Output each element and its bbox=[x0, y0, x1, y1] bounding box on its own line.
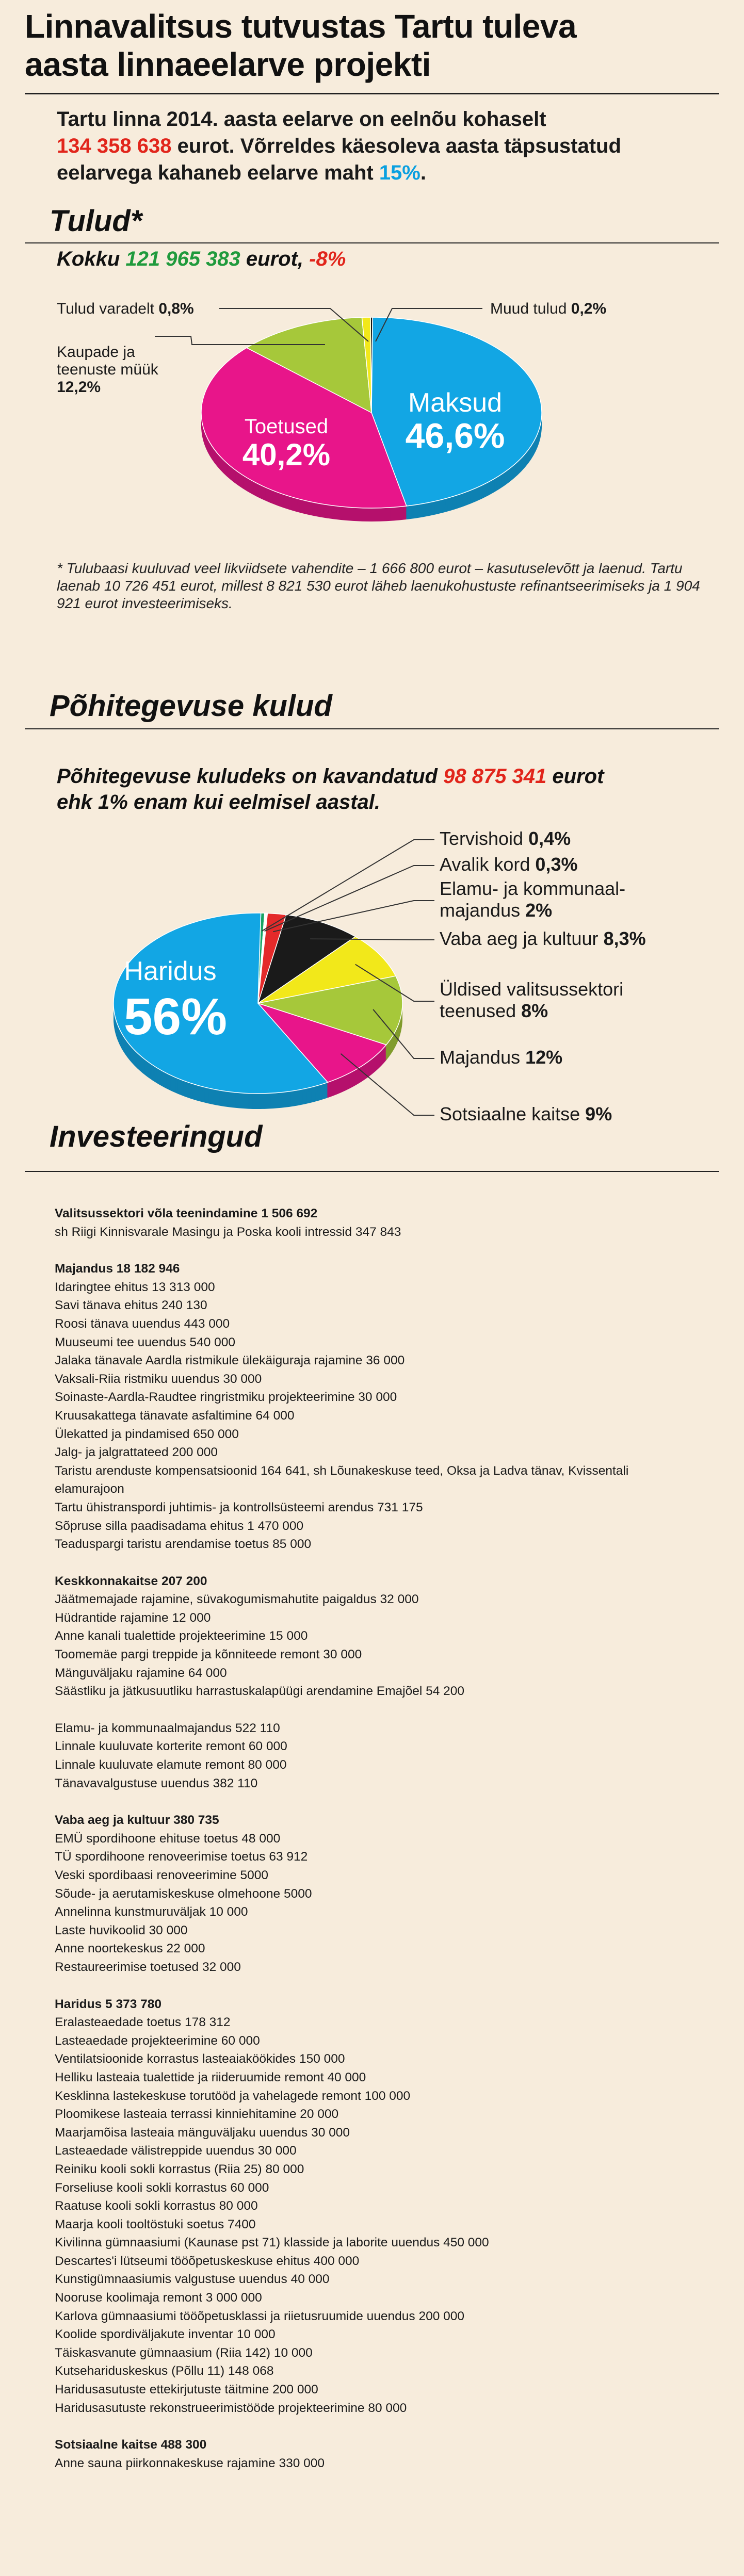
tulud-total-change: -8% bbox=[309, 248, 346, 270]
label-tervishoid: Tervishoid 0,4% bbox=[440, 828, 571, 849]
investment-list-item: Savi tänava ehitus 240 130 bbox=[55, 1298, 207, 1313]
investment-list-item: Mänguväljaku rajamine 64 000 bbox=[55, 1666, 227, 1680]
list-spacer bbox=[55, 1554, 715, 1572]
investment-list-item: Forseliuse kooli sokli korrastus 60 000 bbox=[55, 2180, 269, 2195]
investment-list-item: Ventilatsioonide korrastus lasteaiaköökides 150 000 bbox=[55, 2052, 345, 2066]
investment-category-heading: Vaba aeg ja kultuur 380 735 bbox=[55, 1813, 219, 1828]
title-line-1: Linnavalitsus tutvustas Tartu tuleva bbox=[25, 8, 577, 45]
label-tulud-varadelt: Tulud varadelt 0,8% bbox=[57, 300, 194, 317]
intro-line-1: Tartu linna 2014. aasta eelarve on eelnõu kohaselt bbox=[57, 108, 546, 131]
investment-list-item: Vaksali-Riia ristmiku uuendus 30 000 bbox=[55, 1372, 262, 1386]
investment-list-item: Muuseumi tee uuendus 540 000 bbox=[55, 1335, 236, 1349]
investment-list-item: Jalaka tänavale Aardla ristmikule ülekäiguraja rajamine 36 000 bbox=[55, 1354, 405, 1368]
tulud-total bbox=[57, 248, 346, 271]
investment-list-item: Sõpruse silla paadisadama ehitus 1 470 000 bbox=[55, 1519, 304, 1533]
investment-category-heading: Haridus 5 373 780 bbox=[55, 1997, 162, 2011]
pohitegevus-value: 98 875 341 bbox=[443, 765, 547, 788]
tulud-footnote: * Tulubaasi kuuluvad veel likviidsete vahendite – 1 666 800 eurot – kasutuselevõtt ja laenud. Tartu laenab 10 726 451 eurot, millest 8 821 530 eurot läheb laenukohustuste refinantseerimiseks ja 1 904 921 eurot investeerimiseks. bbox=[57, 560, 700, 611]
tulud-total-value: 121 965 383 bbox=[125, 248, 240, 270]
pohitegevus-line-2: ehk 1% enam kui eelmisel aastal. bbox=[57, 791, 381, 813]
investment-list-item: Annelinna kunstmuruväljak 10 000 bbox=[55, 1905, 248, 1919]
tulud-total-prefix: Kokku bbox=[57, 248, 126, 270]
investment-list-item: Linnale kuuluvate korterite remont 60 000 bbox=[55, 1739, 287, 1754]
income-pie-chart bbox=[0, 279, 744, 567]
page-title bbox=[25, 7, 721, 84]
investment-list-item: Soinaste-Aardla-Raudtee ringristmiku projekteerimine 30 000 bbox=[55, 1390, 397, 1405]
investment-list-item: Roosi tänava uuendus 443 000 bbox=[55, 1316, 230, 1331]
investment-list-item: Teaduspargi taristu arendamise toetus 85 000 bbox=[55, 1537, 312, 1552]
pohitegevus-line-1-suffix: eurot bbox=[546, 765, 604, 788]
intro-total-value: 134 358 638 bbox=[57, 135, 172, 157]
investment-list-item: Raatuse kooli sokli korrastus 80 000 bbox=[55, 2199, 258, 2213]
intro-line-3: eelarvega kahaneb eelarve maht bbox=[57, 161, 379, 184]
investment-list-item: Tänavavalgustuse uuendus 382 110 bbox=[55, 1776, 258, 1790]
investment-list-item: Kutsehariduskeskus (Põllu 11) 148 068 bbox=[55, 2364, 274, 2378]
investment-category-heading: Keskkonnakaitse 207 200 bbox=[55, 1574, 207, 1588]
intro-percent: 15% bbox=[379, 161, 420, 184]
tulud-heading: Tulud* bbox=[50, 204, 142, 238]
investment-category-heading: Sotsiaalne kaitse 488 300 bbox=[55, 2438, 207, 2452]
list-spacer bbox=[55, 1977, 715, 1995]
label-maksud: Maksud bbox=[408, 388, 503, 418]
investment-category-heading: Majandus 18 182 946 bbox=[55, 1262, 180, 1276]
investment-list-item: Lasteaedade välistreppide uuendus 30 000 bbox=[55, 2144, 297, 2158]
investment-list-item: Nooruse koolimaja remont 3 000 000 bbox=[55, 2291, 262, 2305]
tulud-total-mid: eurot, bbox=[240, 248, 310, 270]
investment-list-item: TÜ spordihoone renoveerimise toetus 63 912 bbox=[55, 1850, 308, 1864]
intro-text bbox=[57, 106, 707, 186]
pohitegevus-divider bbox=[25, 728, 719, 729]
investment-list-item: Kunstigümnaasiumis valgustuse uuendus 40 000 bbox=[55, 2272, 330, 2287]
investment-list-item: Jalg- ja jalgrattateed 200 000 bbox=[55, 1445, 218, 1460]
investment-list-item: Ülekatted ja pindamised 650 000 bbox=[55, 1427, 239, 1441]
investment-list-item: Säästliku ja jätkusuutliku harrastuskalapüügi arendamine Emajõel 54 200 bbox=[55, 1684, 465, 1699]
title-line-2: aasta linnaeelarve projekti bbox=[25, 46, 431, 83]
list-spacer bbox=[55, 1701, 715, 1719]
investment-list-item: Jäätmemajade rajamine, süvakogumismahutite paigaldus 32 000 bbox=[55, 1592, 419, 1607]
label-uldised-teenused-line-1: Üldised valitsussektori bbox=[440, 979, 624, 1000]
investment-list-item: Karlova gümnaasiumi tööõpetusklassi ja riietusruumide uuendus 200 000 bbox=[55, 2309, 465, 2323]
intro-line-2: eurot. Võrreldes käesoleva aasta täpsustatud bbox=[171, 135, 621, 157]
investeeringud-divider bbox=[25, 1171, 719, 1172]
investment-list-item: Ploomikese lasteaia terrassi kinniehitamine 20 000 bbox=[55, 2107, 339, 2122]
investment-list-item: Descartes'i lütseumi tööõpetuskeskuse ehitus 400 000 bbox=[55, 2254, 360, 2268]
investment-list-item: Tartu ühistranspordi juhtimis- ja kontrollsüsteemi arendus 731 175 bbox=[55, 1500, 423, 1514]
value-maksud: 46,6% bbox=[405, 416, 505, 455]
label-sotsiaalne-kaitse: Sotsiaalne kaitse 9% bbox=[440, 1103, 612, 1124]
expense-pie-chart bbox=[0, 825, 744, 1135]
label-vaba-aeg: Vaba aeg ja kultuur 8,3% bbox=[440, 928, 646, 949]
investment-list-item: Eralasteaedade toetus 178 312 bbox=[55, 2015, 231, 2030]
investeeringud-heading: Investeeringud bbox=[50, 1120, 263, 1153]
investment-list-item: Haridusasutuste ettekirjutuste täitmine 200 000 bbox=[55, 2383, 318, 2397]
investment-list-item: Anne sauna piirkonnakeskuse rajamine 330 000 bbox=[55, 2456, 325, 2470]
label-kaupade-line-2: teenuste müük bbox=[57, 361, 158, 378]
investment-list-item: Veski spordibaasi renoveerimine 5000 bbox=[55, 1868, 269, 1882]
investment-list-item: Sõude- ja aerutamiskeskuse olmehoone 5000 bbox=[55, 1886, 312, 1901]
investment-list-item: Laste huvikoolid 30 000 bbox=[55, 1923, 188, 1937]
investment-list-item: sh Riigi Kinnisvarale Masingu ja Poska kooli intressid 347 843 bbox=[55, 1225, 401, 1239]
list-spacer bbox=[55, 2417, 715, 2436]
investment-list-item: Idaringtee ehitus 13 313 000 bbox=[55, 1280, 215, 1294]
investment-list-item: Kivilinna gümnaasiumi (Kaunase pst 71) klasside ja laborite uuendus 450 000 bbox=[55, 2236, 489, 2250]
investment-list-item: EMÜ spordihoone ehituse toetus 48 000 bbox=[55, 1831, 281, 1846]
investment-list-item: Kesklinna lastekeskuse torutööd ja vahelagede remont 100 000 bbox=[55, 2089, 411, 2103]
investment-list-item: Linnale kuuluvate elamute remont 80 000 bbox=[55, 1758, 287, 1772]
investment-list-item: Kruusakattega tänavate asfaltimine 64 000 bbox=[55, 1408, 295, 1423]
investment-list-item: Elamu- ja kommunaalmajandus 522 110 bbox=[55, 1721, 280, 1735]
label-elamu-line-2: majandus 2% bbox=[440, 900, 553, 921]
label-toetused: Toetused bbox=[244, 415, 329, 438]
investment-list-item: Toomemäe pargi treppide ja kõnniteede remont 30 000 bbox=[55, 1648, 362, 1662]
list-spacer bbox=[55, 1792, 715, 1811]
investment-list-item: Helliku lasteaia tualettide ja riideruumide remont 40 000 bbox=[55, 2070, 366, 2084]
investment-list-item: Restaureerimise toetused 32 000 bbox=[55, 1960, 241, 1974]
label-avalik-kord: Avalik kord 0,3% bbox=[440, 854, 578, 875]
investment-list-item: Maarja kooli tooltöstuki soetus 7400 bbox=[55, 2217, 256, 2231]
value-haridus: 56% bbox=[123, 988, 228, 1046]
investment-list-item: elamurajoon bbox=[55, 1482, 124, 1496]
investment-category-heading: Valitsussektori võla teenindamine 1 506 692 bbox=[55, 1207, 318, 1220]
tulud-divider bbox=[25, 242, 719, 243]
label-haridus: Haridus bbox=[124, 956, 217, 986]
investment-list bbox=[55, 1204, 715, 2472]
investment-list-item: Maarjamõisa lasteaia mänguväljaku uuendus 30 000 bbox=[55, 2125, 350, 2140]
label-majandus: Majandus 12% bbox=[440, 1047, 563, 1068]
investment-list-item: Taristu arenduste kompensatsioonid 164 641, sh Lõunakeskuse teed, Oksa ja Ladva tänav, Kvissentali bbox=[55, 1463, 629, 1478]
pohitegevus-line-1: Põhitegevuse kuludeks on kavandatud bbox=[57, 765, 444, 788]
pohitegevus-summary bbox=[57, 763, 702, 815]
label-muud-tulud: Muud tulud 0,2% bbox=[490, 300, 607, 317]
investment-list-item: Reiniku kooli sokli korrastus (Riia 25) 80 000 bbox=[55, 2162, 304, 2176]
investment-list-item: Anne kanali tualettide projekteerimine 15 000 bbox=[55, 1629, 308, 1643]
investment-list-item: Täiskasvanute gümnaasium (Riia 142) 10 000 bbox=[55, 2345, 313, 2360]
value-toetused: 40,2% bbox=[242, 437, 331, 472]
label-elamu-line-1: Elamu- ja kommunaal- bbox=[440, 878, 626, 899]
investment-list-item: Koolide spordiväljakute inventar 10 000 bbox=[55, 2327, 276, 2342]
list-spacer bbox=[55, 1241, 715, 1260]
intro-period: . bbox=[420, 161, 426, 184]
investment-list-item: Lasteaedade projekteerimine 60 000 bbox=[55, 2033, 260, 2048]
label-uldised-teenused-line-2: teenused 8% bbox=[440, 1000, 548, 1021]
value-kaupade-muuk: 12,2% bbox=[57, 379, 101, 396]
title-divider bbox=[25, 93, 719, 94]
investment-list-item: Anne noortekeskus 22 000 bbox=[55, 1942, 205, 1956]
pohitegevus-heading: Põhitegevuse kulud bbox=[50, 689, 332, 723]
investment-list-item: Haridusasutuste rekonstrueerimistööde projekteerimine 80 000 bbox=[55, 2401, 407, 2415]
investment-list-item: Hüdrantide rajamine 12 000 bbox=[55, 1610, 211, 1625]
label-kaupade-line-1: Kaupade ja bbox=[57, 344, 135, 361]
